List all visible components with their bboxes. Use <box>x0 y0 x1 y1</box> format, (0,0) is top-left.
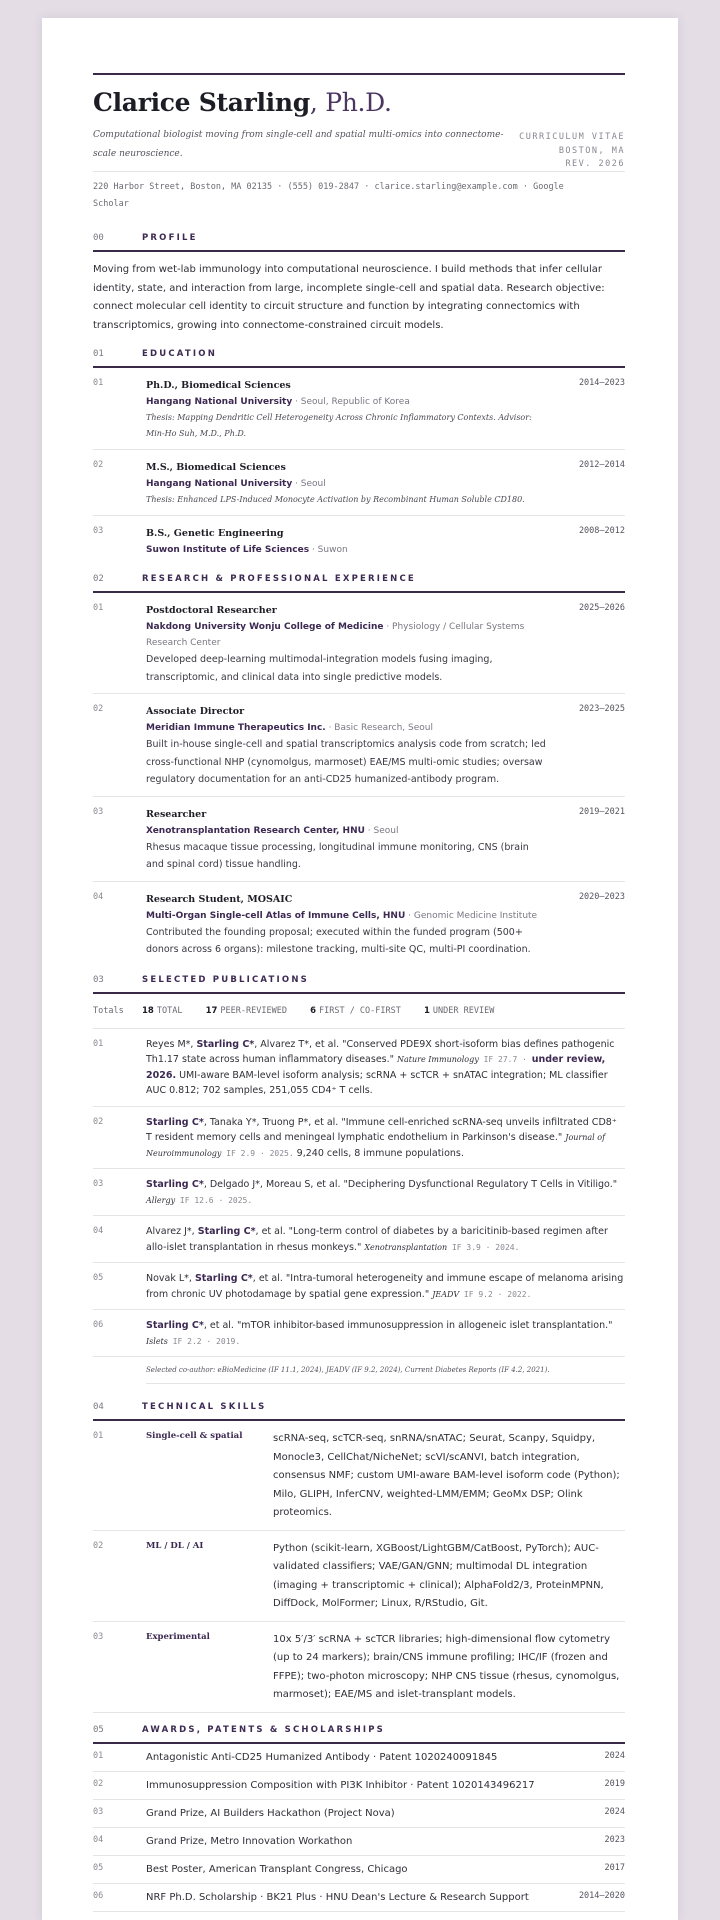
degree-title: B.S., Genetic Engineering <box>146 528 284 539</box>
award-row <box>93 1856 625 1884</box>
organization-name: Multi-Organ Single-cell Atlas of Immune Cells, HNU <box>146 910 406 921</box>
section-header <box>93 1720 625 1744</box>
skill-row <box>93 1421 625 1531</box>
profile-text: Moving from wet-lab immunology into computational neuroscience. I build methods that infer cellular identity, state, and interaction from large, incomplete single-cell and spatial data. Research objective: connect molecular cell identity to circuit structure and function by integrating connectomics with transcriptomics, growing into connectome-constrained circuit models. <box>93 264 605 331</box>
entry-number: 04 <box>93 1226 104 1236</box>
author-self: Starling C* <box>194 1273 253 1284</box>
organization-line <box>146 823 546 839</box>
skill-category: Experimental <box>146 1631 210 1642</box>
entry-body <box>146 703 546 789</box>
entry-number: 03 <box>93 1179 104 1189</box>
author-self: Starling C* <box>196 1038 255 1050</box>
award-row <box>93 1800 625 1828</box>
role-title: Research Student, MOSAIC <box>146 893 293 905</box>
author-self: Starling C* <box>146 1116 204 1128</box>
full-name <box>93 88 392 117</box>
section-profile <box>93 228 625 335</box>
role-title: Postdoctoral Researcher <box>146 605 277 616</box>
section-header <box>93 970 625 994</box>
name-text: Clarice Starling <box>93 88 310 117</box>
total-stat <box>206 1006 296 1016</box>
entry-number: 01 <box>93 603 104 613</box>
entry-date: 2014–2023 <box>578 378 625 388</box>
role-description: Rhesus macaque tissue processing, longitudinal immune monitoring, CNS (brain and spinal cord) tissue handling. <box>146 841 529 870</box>
entry-number: 02 <box>93 460 104 470</box>
section-number: 04 <box>93 1402 104 1412</box>
section-publications <box>93 970 625 1385</box>
total-count: 6 <box>310 1005 316 1016</box>
organization-dept: · Genomic Medicine Institute <box>405 910 538 921</box>
publication-entry <box>93 1263 625 1310</box>
institution-line <box>146 394 546 410</box>
role-title: Associate Director <box>146 706 245 717</box>
entry-number: 02 <box>93 1116 104 1127</box>
entry-date: 2020–2023 <box>578 891 625 902</box>
skill-category: ML / DL / AI <box>146 1540 204 1551</box>
section-number: 05 <box>93 1724 104 1735</box>
section-title: TECHNICAL SKILLS <box>142 1402 267 1412</box>
author-self: Starling C* <box>197 1226 256 1237</box>
name-credential: , Ph.D. <box>309 88 392 117</box>
selected-coauthor-note: Selected co-author: eBioMedicine (IF 11.1, 2024), JEADV (IF 9.2, 2024), Current Diabetes Reports (IF 4.2, 2021). <box>146 1357 625 1384</box>
award-title: Best Poster, American Transplant Congress, Chicago <box>146 1863 408 1875</box>
entry-body <box>146 602 546 686</box>
total-stat <box>424 1006 503 1016</box>
citation-extra: 9,240 cells, 8 immune populations. <box>293 1147 464 1159</box>
total-stat <box>310 1006 410 1016</box>
citation <box>146 1177 625 1208</box>
citation-body: , Tanaka Y*, Truong P*, et al. "Immune cell-enriched scRNA-seq unveils infiltrated CD8⁺ T resident memory cells and meningeal lymphatic endothelium in Parkinson's disease." <box>146 1116 617 1143</box>
organization-line <box>146 908 546 924</box>
citation-body: , et al. "Long-term control of diabetes by a baricitinib-based regimen after allo-islet transplantation in rhesus monkeys." <box>146 1226 608 1253</box>
experience-entry <box>93 797 625 882</box>
entry-date: 2008–2012 <box>578 526 625 536</box>
cv-meta-line: REV. 2026 <box>565 159 625 169</box>
skill-row <box>93 1622 625 1713</box>
section-number: 01 <box>93 349 104 359</box>
section-skills <box>93 1397 625 1713</box>
degree-title: Ph.D., Biomedical Sciences <box>146 380 291 391</box>
organization-name: Meridian Immune Therapeutics Inc. <box>146 723 326 733</box>
publication-entry <box>93 1310 625 1357</box>
education-entry <box>93 516 625 565</box>
total-stat <box>142 1006 191 1016</box>
journal-name: Islets <box>146 1336 168 1346</box>
authors-before: Alvarez J*, <box>146 1226 198 1237</box>
section-education <box>93 344 625 565</box>
publication-entry <box>93 1169 625 1216</box>
entry-number: 01 <box>93 1750 104 1761</box>
entry-body <box>146 377 546 442</box>
entry-number: 02 <box>93 704 104 714</box>
section-awards <box>93 1720 625 1912</box>
organization-line <box>146 619 546 651</box>
cv-meta-line: CURRICULUM VITAE <box>519 132 625 142</box>
thesis-note: Thesis: Enhanced LPS-Induced Monocyte Activation by Recombinant Human Soluble CD180. <box>146 495 525 504</box>
entry-number: 03 <box>93 806 104 817</box>
section-title: SELECTED PUBLICATIONS <box>142 974 309 985</box>
organization-dept: · Basic Research, Seoul <box>325 723 433 733</box>
award-date: 2024 <box>604 1806 625 1817</box>
totals-label: Totals <box>93 1005 124 1016</box>
institution-location: · Suwon <box>309 545 348 555</box>
award-date: 2014–2020 <box>578 1890 625 1901</box>
entry-number: 04 <box>93 891 104 902</box>
entry-number: 04 <box>93 1834 104 1845</box>
section-number: 02 <box>93 574 104 584</box>
organization-dept: · Physiology / Cellular Systems Research Center <box>146 622 525 648</box>
entry-number: 03 <box>93 1806 104 1817</box>
role-description: Contributed the founding proposal; executed within the funded program (500+ donors across 6 organs): milestone tracking, multi-site QC, multi-PI coordination. <box>146 926 531 955</box>
cv-content <box>93 73 625 1912</box>
section-header <box>93 569 625 593</box>
contact-line[interactable]: 220 Harbor Street, Boston, MA 02135 · (555) 019-2847 · clarice.starling@example.com · Google Scholar <box>93 182 564 209</box>
publication-entry <box>93 1107 625 1170</box>
education-entry <box>93 368 625 450</box>
entry-date: 2025–2026 <box>578 603 625 613</box>
skill-list: scRNA-seq, scTCR-seq, snRNA/snATAC; Seurat, Scanpy, Squidpy, Monocle3, CellChat/NicheNet; scVI/scANVI, batch integration, consensus NMF; custom UMI-aware BAM-level isoform code (Python); Milo, GLIPH, InferCNV, weighted-LMM/EMM; GeoMx DSP; Olink proteomics. <box>273 1433 620 1518</box>
entry-date: 2023–2025 <box>578 704 625 714</box>
award-date: 2024 <box>604 1750 625 1761</box>
entry-number: 05 <box>93 1862 104 1873</box>
institution-location: · Seoul <box>292 479 326 489</box>
journal-name: Allergy <box>146 1195 176 1205</box>
institution-name: Suwon Institute of Life Sciences <box>146 545 310 555</box>
experience-entry <box>93 694 625 797</box>
total-count: 17 <box>205 1005 218 1016</box>
citation <box>146 1224 625 1255</box>
award-row <box>93 1744 625 1772</box>
citation <box>146 1318 625 1349</box>
section-title: AWARDS, PATENTS & SCHOLARSHIPS <box>142 1724 386 1735</box>
citation-body: , Alvarez T*, et al. "Conserved PDE9X short-isoform bias defines pathogenic Th1.17 state across human inflammatory diseases." <box>146 1038 615 1065</box>
organization-dept: · Seoul <box>364 825 399 836</box>
entry-number: 06 <box>93 1890 104 1901</box>
total-label: PEER-REVIEWED <box>220 1005 287 1016</box>
section-title: RESEARCH & PROFESSIONAL EXPERIENCE <box>142 574 416 584</box>
organization-name: Xenotransplantation Research Center, HNU <box>146 825 365 836</box>
review-status: under review, 2026. <box>146 1054 606 1081</box>
organization-name: Nakdong University Wonju College of Medicine <box>146 622 384 632</box>
citation-body: , Delgado J*, Moreau S, et al. "Deciphering Dysfunctional Regulatory T Cells in Vitiligo." <box>203 1179 618 1190</box>
publication-entry <box>93 1216 625 1263</box>
total-label: UNDER REVIEW <box>432 1005 495 1016</box>
award-title: Immunosuppression Composition with PI3K Inhibitor · Patent 1020143496217 <box>146 1779 535 1791</box>
entry-body <box>146 525 546 558</box>
section-title: PROFILE <box>142 233 198 243</box>
totals-items <box>142 1006 512 1016</box>
journal-name: Journal of Neuroimmunology <box>146 1133 606 1158</box>
entry-number: 01 <box>93 378 104 388</box>
role-description: Developed deep-learning multimodal-integration models fusing imaging, transcriptomic, and clinical data into single predictive models. <box>146 654 493 683</box>
citation-body: , et al. "Intra-tumoral heterogeneity and immune escape of melanoma arising from chronic UV photodamage by spatial gene expression." <box>146 1273 624 1300</box>
award-row <box>93 1772 625 1800</box>
institution-name: Hangang National University <box>146 397 293 407</box>
impact-factor: IF 2.2 · 2019. <box>167 1336 241 1346</box>
thesis-note: Thesis: Mapping Dendritic Cell Heterogeneity Across Chronic Inflammatory Contexts. Advisor: Min-Ho Suh, M.D., Ph.D. <box>146 413 532 438</box>
skill-row <box>93 1531 625 1622</box>
author-self: Starling C* <box>146 1179 204 1190</box>
award-title: NRF Ph.D. Scholarship · BK21 Plus · HNU Dean's Lecture & Research Support <box>146 1891 529 1903</box>
total-count: 1 <box>424 1005 430 1016</box>
entry-body <box>146 891 546 959</box>
experience-entry <box>93 882 625 966</box>
publication-totals <box>93 994 625 1029</box>
entry-number: 01 <box>93 1038 104 1049</box>
cv-header <box>93 75 625 169</box>
authors-before: Novak L*, <box>146 1273 195 1284</box>
publication-entry <box>93 1029 625 1107</box>
citation <box>146 1271 625 1302</box>
experience-entry <box>93 593 625 694</box>
role-description: Built in-house single-cell and spatial transcriptomics analysis code from scratch; led cross-functional NHP (cynomolgus, marmoset) EAE/MS multi-omic studies; oversaw regulatory documentation for an anti-CD25 humanized-antibody program. <box>146 739 546 785</box>
entry-number: 03 <box>93 526 104 536</box>
section-number: 03 <box>93 974 104 985</box>
entry-body <box>146 806 546 874</box>
journal-name: Xenotransplantation <box>364 1242 448 1252</box>
impact-factor: IF 2.9 · 2025. <box>221 1148 294 1158</box>
cv-page <box>42 18 678 1920</box>
institution-location: · Seoul, Republic of Korea <box>292 397 410 407</box>
role-title: Researcher <box>146 808 207 820</box>
award-date: 2017 <box>604 1862 625 1873</box>
entry-number: 02 <box>93 1540 104 1551</box>
degree-title: M.S., Biomedical Sciences <box>146 462 286 473</box>
tagline: Computational biologist moving from single-cell and spatial multi-omics into connectome-scale neuroscience. <box>93 130 504 159</box>
total-label: TOTAL <box>156 1005 183 1016</box>
award-date: 2023 <box>604 1834 625 1845</box>
section-experience <box>93 569 625 966</box>
entry-number: 01 <box>93 1431 104 1441</box>
institution-name: Hangang National University <box>146 479 293 489</box>
education-entry <box>93 450 625 516</box>
entry-date: 2012–2014 <box>578 460 625 470</box>
author-self: Starling C* <box>146 1320 204 1331</box>
section-title: EDUCATION <box>142 349 218 359</box>
award-title: Grand Prize, AI Builders Hackathon (Project Nova) <box>146 1807 395 1819</box>
entry-number: 05 <box>93 1273 104 1283</box>
section-header <box>93 344 625 368</box>
section-header <box>93 1397 625 1421</box>
journal-name: Nature Immunology <box>397 1055 479 1064</box>
impact-factor: IF 27.7 · <box>478 1055 532 1064</box>
impact-factor: IF 9.2 · 2022. <box>459 1289 532 1299</box>
section-header <box>93 228 625 252</box>
entry-date: 2019–2021 <box>578 806 625 817</box>
entry-number: 06 <box>93 1320 104 1330</box>
skill-list: Python (scikit-learn, XGBoost/LightGBM/CatBoost, PyTorch); AUC-validated classifiers; VAE/GAN/GNN; multimodal DL integration (imaging + transcriptomic + clinical); AlphaFold2/3, ProteinMPNN, DiffDock, MolFormer; Linux, R/RStudio, Git. <box>273 1542 604 1609</box>
journal-name: JEADV <box>432 1289 460 1299</box>
cv-meta <box>519 131 625 172</box>
citation <box>146 1115 625 1162</box>
citation <box>146 1037 625 1099</box>
total-count: 18 <box>142 1005 154 1016</box>
entry-body <box>146 459 546 508</box>
institution-line <box>146 476 546 492</box>
impact-factor: IF 3.9 · 2024. <box>447 1242 520 1252</box>
skill-list: 10x 5′/3′ scRNA + scTCR libraries; high-dimensional flow cytometry (up to 24 markers); brain/CNS immune profiling; IHC/IF (frozen and FFPE); two-photon microscopy; NHP CNS tissue (rhesus, cynomolgus, marmoset); EAE/MS and islet-transplant models. <box>273 1633 620 1700</box>
total-label: FIRST / CO-FIRST <box>318 1005 401 1016</box>
entry-number: 02 <box>93 1778 104 1789</box>
award-title: Grand Prize, Metro Innovation Workathon <box>146 1835 353 1847</box>
award-title: Antagonistic Anti-CD25 Humanized Antibody · Patent 1020240091845 <box>146 1751 498 1763</box>
citation-body: , et al. "mTOR inhibitor-based immunosuppression in allogeneic islet transplantation." <box>203 1320 613 1331</box>
authors-before: Reyes M*, <box>146 1038 197 1050</box>
entry-number: 03 <box>93 1631 104 1642</box>
award-row <box>93 1828 625 1856</box>
award-row <box>93 1884 625 1912</box>
cv-meta-line: BOSTON, MA <box>558 145 625 156</box>
organization-line <box>146 720 546 736</box>
citation-extra: UMI-aware BAM-level isoform analysis; scRNA + scTCR + snATAC integration; ML classifier AUC 0.812; 702 samples, 251,055 CD4⁺ T cells. <box>146 1069 608 1096</box>
section-number: 00 <box>93 233 104 243</box>
skill-category: Single-cell & spatial <box>146 1431 243 1441</box>
impact-factor: IF 12.6 · 2025. <box>175 1195 253 1205</box>
institution-line <box>146 542 546 558</box>
award-date: 2019 <box>604 1778 625 1789</box>
